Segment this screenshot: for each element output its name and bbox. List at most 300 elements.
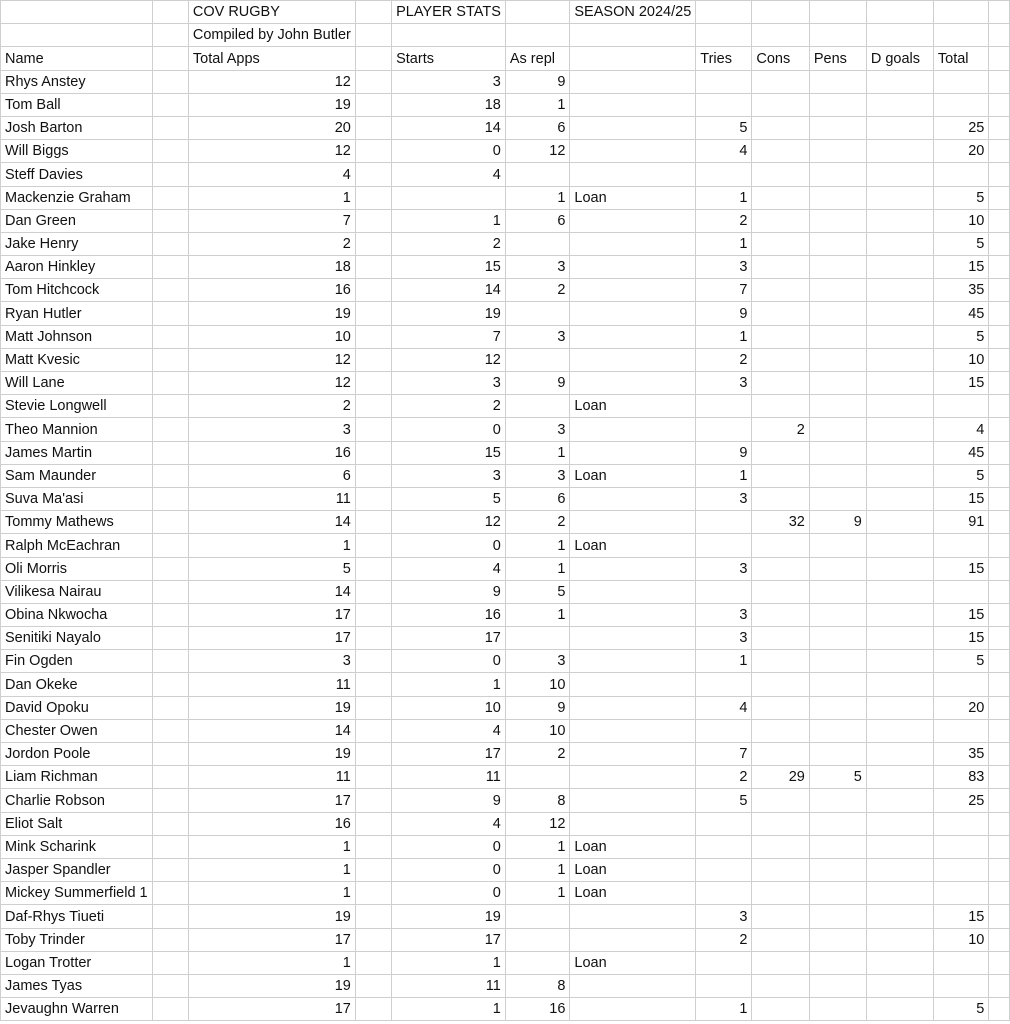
player-name[interactable]: Logan Trotter xyxy=(1,951,153,974)
player-name[interactable]: Senitiki Nayalo xyxy=(1,627,153,650)
d-goals-cell[interactable] xyxy=(866,743,933,766)
cell[interactable] xyxy=(989,743,1010,766)
cell[interactable] xyxy=(355,627,391,650)
d-goals-cell[interactable] xyxy=(866,511,933,534)
cell[interactable] xyxy=(355,557,391,580)
cell[interactable] xyxy=(392,24,506,47)
as-repl-cell[interactable] xyxy=(505,163,570,186)
d-goals-cell[interactable] xyxy=(866,858,933,881)
total-cell[interactable]: 45 xyxy=(933,441,988,464)
tries-cell[interactable]: 2 xyxy=(696,348,752,371)
cell[interactable] xyxy=(152,673,188,696)
cons-cell[interactable]: 29 xyxy=(752,766,809,789)
cell[interactable] xyxy=(355,974,391,997)
total-apps-cell[interactable]: 11 xyxy=(188,766,355,789)
total-apps-cell[interactable]: 2 xyxy=(188,395,355,418)
d-goals-cell[interactable] xyxy=(866,766,933,789)
cell[interactable] xyxy=(355,279,391,302)
cell[interactable] xyxy=(152,256,188,279)
cons-cell[interactable] xyxy=(752,696,809,719)
total-apps-cell[interactable]: 2 xyxy=(188,232,355,255)
pens-cell[interactable] xyxy=(809,487,866,510)
tries-cell[interactable] xyxy=(696,534,752,557)
as-repl-cell[interactable]: 3 xyxy=(505,256,570,279)
col-header-starts[interactable]: Starts xyxy=(392,47,506,70)
cell[interactable] xyxy=(989,186,1010,209)
player-name[interactable]: Mackenzie Graham xyxy=(1,186,153,209)
starts-cell[interactable]: 0 xyxy=(392,835,506,858)
total-cell[interactable]: 25 xyxy=(933,116,988,139)
cell[interactable] xyxy=(989,905,1010,928)
cell[interactable] xyxy=(989,928,1010,951)
cell[interactable] xyxy=(989,974,1010,997)
d-goals-cell[interactable] xyxy=(866,998,933,1021)
tries-cell[interactable]: 9 xyxy=(696,302,752,325)
total-apps-cell[interactable]: 19 xyxy=(188,696,355,719)
pens-cell[interactable] xyxy=(809,279,866,302)
cell[interactable] xyxy=(989,603,1010,626)
tries-cell[interactable] xyxy=(696,951,752,974)
pens-cell[interactable]: 9 xyxy=(809,511,866,534)
total-cell[interactable] xyxy=(933,951,988,974)
note-cell[interactable]: Loan xyxy=(570,395,696,418)
total-cell[interactable]: 5 xyxy=(933,232,988,255)
cons-cell[interactable] xyxy=(752,372,809,395)
note-cell[interactable] xyxy=(570,325,696,348)
cell[interactable] xyxy=(355,418,391,441)
cell[interactable] xyxy=(933,24,988,47)
cell[interactable] xyxy=(570,47,696,70)
note-cell[interactable]: Loan xyxy=(570,882,696,905)
cell[interactable] xyxy=(355,534,391,557)
note-cell[interactable] xyxy=(570,603,696,626)
col-header-pens[interactable]: Pens xyxy=(809,47,866,70)
starts-cell[interactable]: 11 xyxy=(392,974,506,997)
cell[interactable] xyxy=(989,441,1010,464)
cell[interactable] xyxy=(989,325,1010,348)
as-repl-cell[interactable]: 3 xyxy=(505,464,570,487)
cell[interactable] xyxy=(152,905,188,928)
starts-cell[interactable]: 9 xyxy=(392,580,506,603)
player-name[interactable]: Jake Henry xyxy=(1,232,153,255)
cons-cell[interactable] xyxy=(752,951,809,974)
note-cell[interactable]: Loan xyxy=(570,858,696,881)
note-cell[interactable]: Loan xyxy=(570,186,696,209)
total-cell[interactable] xyxy=(933,163,988,186)
total-cell[interactable]: 25 xyxy=(933,789,988,812)
total-cell[interactable]: 10 xyxy=(933,348,988,371)
total-apps-cell[interactable]: 18 xyxy=(188,256,355,279)
pens-cell[interactable] xyxy=(809,441,866,464)
note-cell[interactable] xyxy=(570,140,696,163)
cell[interactable] xyxy=(989,209,1010,232)
total-cell[interactable]: 5 xyxy=(933,464,988,487)
pens-cell[interactable] xyxy=(809,209,866,232)
as-repl-cell[interactable]: 12 xyxy=(505,140,570,163)
total-apps-cell[interactable]: 16 xyxy=(188,279,355,302)
player-name[interactable]: Stevie Longwell xyxy=(1,395,153,418)
player-name[interactable]: James Tyas xyxy=(1,974,153,997)
total-apps-cell[interactable]: 11 xyxy=(188,673,355,696)
cell[interactable] xyxy=(152,232,188,255)
as-repl-cell[interactable]: 1 xyxy=(505,534,570,557)
d-goals-cell[interactable] xyxy=(866,441,933,464)
pens-cell[interactable] xyxy=(809,673,866,696)
as-repl-cell[interactable]: 1 xyxy=(505,603,570,626)
as-repl-cell[interactable]: 6 xyxy=(505,487,570,510)
pens-cell[interactable] xyxy=(809,557,866,580)
d-goals-cell[interactable] xyxy=(866,905,933,928)
note-cell[interactable] xyxy=(570,974,696,997)
note-cell[interactable] xyxy=(570,163,696,186)
tries-cell[interactable]: 4 xyxy=(696,696,752,719)
cons-cell[interactable] xyxy=(752,70,809,93)
cell[interactable] xyxy=(752,1,809,24)
cons-cell[interactable] xyxy=(752,998,809,1021)
tries-cell[interactable]: 1 xyxy=(696,650,752,673)
pens-cell[interactable] xyxy=(809,998,866,1021)
cell[interactable] xyxy=(989,418,1010,441)
total-cell[interactable]: 45 xyxy=(933,302,988,325)
tries-cell[interactable] xyxy=(696,580,752,603)
as-repl-cell[interactable] xyxy=(505,928,570,951)
player-name[interactable]: Tom Ball xyxy=(1,93,153,116)
cons-cell[interactable] xyxy=(752,279,809,302)
tries-cell[interactable] xyxy=(696,882,752,905)
note-cell[interactable] xyxy=(570,209,696,232)
as-repl-cell[interactable]: 2 xyxy=(505,511,570,534)
pens-cell[interactable] xyxy=(809,256,866,279)
cell[interactable] xyxy=(152,650,188,673)
player-name[interactable]: Oli Morris xyxy=(1,557,153,580)
cell[interactable] xyxy=(989,835,1010,858)
starts-cell[interactable]: 19 xyxy=(392,302,506,325)
starts-cell[interactable]: 16 xyxy=(392,603,506,626)
cell[interactable] xyxy=(152,835,188,858)
tries-cell[interactable]: 2 xyxy=(696,766,752,789)
cell[interactable] xyxy=(989,673,1010,696)
cell[interactable] xyxy=(355,325,391,348)
cell[interactable] xyxy=(989,70,1010,93)
d-goals-cell[interactable] xyxy=(866,835,933,858)
cell[interactable] xyxy=(355,487,391,510)
cons-cell[interactable]: 32 xyxy=(752,511,809,534)
cons-cell[interactable] xyxy=(752,186,809,209)
total-apps-cell[interactable]: 12 xyxy=(188,140,355,163)
as-repl-cell[interactable]: 3 xyxy=(505,418,570,441)
cell[interactable] xyxy=(152,24,188,47)
cell[interactable] xyxy=(989,256,1010,279)
cell[interactable] xyxy=(355,719,391,742)
cell[interactable] xyxy=(152,348,188,371)
pens-cell[interactable] xyxy=(809,696,866,719)
player-name[interactable]: Aaron Hinkley xyxy=(1,256,153,279)
total-apps-cell[interactable]: 7 xyxy=(188,209,355,232)
cell[interactable] xyxy=(989,511,1010,534)
cell[interactable] xyxy=(989,348,1010,371)
player-name[interactable]: Ralph McEachran xyxy=(1,534,153,557)
player-name[interactable]: Eliot Salt xyxy=(1,812,153,835)
total-apps-cell[interactable]: 19 xyxy=(188,974,355,997)
note-cell[interactable] xyxy=(570,998,696,1021)
note-cell[interactable] xyxy=(570,487,696,510)
tries-cell[interactable]: 3 xyxy=(696,487,752,510)
cell[interactable] xyxy=(989,882,1010,905)
cons-cell[interactable] xyxy=(752,464,809,487)
club-title[interactable]: COV RUGBY xyxy=(188,1,355,24)
cell[interactable] xyxy=(355,372,391,395)
player-name[interactable]: Jasper Spandler xyxy=(1,858,153,881)
cell[interactable] xyxy=(696,1,752,24)
d-goals-cell[interactable] xyxy=(866,603,933,626)
cell[interactable] xyxy=(989,696,1010,719)
starts-cell[interactable]: 4 xyxy=(392,719,506,742)
pens-cell[interactable] xyxy=(809,905,866,928)
cell[interactable] xyxy=(989,951,1010,974)
d-goals-cell[interactable] xyxy=(866,812,933,835)
total-apps-cell[interactable]: 14 xyxy=(188,580,355,603)
cell[interactable] xyxy=(355,928,391,951)
pens-cell[interactable] xyxy=(809,93,866,116)
cell[interactable] xyxy=(152,93,188,116)
cons-cell[interactable] xyxy=(752,557,809,580)
total-cell[interactable] xyxy=(933,580,988,603)
tries-cell[interactable]: 1 xyxy=(696,464,752,487)
cell[interactable] xyxy=(152,325,188,348)
player-name[interactable]: Tommy Mathews xyxy=(1,511,153,534)
player-name[interactable]: Charlie Robson xyxy=(1,789,153,812)
player-name[interactable]: Tom Hitchcock xyxy=(1,279,153,302)
pens-cell[interactable] xyxy=(809,882,866,905)
cons-cell[interactable] xyxy=(752,395,809,418)
d-goals-cell[interactable] xyxy=(866,372,933,395)
pens-cell[interactable] xyxy=(809,372,866,395)
note-cell[interactable] xyxy=(570,650,696,673)
note-cell[interactable]: Loan xyxy=(570,835,696,858)
d-goals-cell[interactable] xyxy=(866,951,933,974)
player-name[interactable]: Dan Okeke xyxy=(1,673,153,696)
total-apps-cell[interactable]: 17 xyxy=(188,998,355,1021)
tries-cell[interactable] xyxy=(696,70,752,93)
total-cell[interactable] xyxy=(933,93,988,116)
starts-cell[interactable]: 4 xyxy=(392,163,506,186)
d-goals-cell[interactable] xyxy=(866,163,933,186)
cell[interactable] xyxy=(152,163,188,186)
d-goals-cell[interactable] xyxy=(866,882,933,905)
starts-cell[interactable]: 1 xyxy=(392,951,506,974)
as-repl-cell[interactable] xyxy=(505,951,570,974)
total-cell[interactable]: 15 xyxy=(933,487,988,510)
pens-cell[interactable] xyxy=(809,418,866,441)
note-cell[interactable] xyxy=(570,93,696,116)
cell[interactable] xyxy=(989,372,1010,395)
cell[interactable] xyxy=(152,603,188,626)
cons-cell[interactable] xyxy=(752,650,809,673)
pens-cell[interactable] xyxy=(809,951,866,974)
cell[interactable] xyxy=(989,464,1010,487)
pens-cell[interactable] xyxy=(809,70,866,93)
player-name[interactable]: Suva Ma'asi xyxy=(1,487,153,510)
d-goals-cell[interactable] xyxy=(866,534,933,557)
cell[interactable] xyxy=(355,835,391,858)
cell[interactable] xyxy=(989,140,1010,163)
d-goals-cell[interactable] xyxy=(866,348,933,371)
pens-cell[interactable] xyxy=(809,974,866,997)
pens-cell[interactable] xyxy=(809,719,866,742)
cell[interactable] xyxy=(1,24,153,47)
cell[interactable] xyxy=(989,93,1010,116)
total-cell[interactable]: 5 xyxy=(933,325,988,348)
cell[interactable] xyxy=(989,116,1010,139)
cell[interactable] xyxy=(989,766,1010,789)
col-header-total-apps[interactable]: Total Apps xyxy=(188,47,355,70)
player-name[interactable]: Chester Owen xyxy=(1,719,153,742)
as-repl-cell[interactable]: 1 xyxy=(505,882,570,905)
total-apps-cell[interactable]: 4 xyxy=(188,163,355,186)
cell[interactable] xyxy=(989,47,1010,70)
d-goals-cell[interactable] xyxy=(866,719,933,742)
total-cell[interactable]: 10 xyxy=(933,209,988,232)
tries-cell[interactable]: 4 xyxy=(696,140,752,163)
total-apps-cell[interactable]: 3 xyxy=(188,650,355,673)
as-repl-cell[interactable] xyxy=(505,302,570,325)
cell[interactable] xyxy=(355,464,391,487)
d-goals-cell[interactable] xyxy=(866,464,933,487)
cell[interactable] xyxy=(355,302,391,325)
note-cell[interactable] xyxy=(570,627,696,650)
cons-cell[interactable] xyxy=(752,905,809,928)
d-goals-cell[interactable] xyxy=(866,140,933,163)
total-apps-cell[interactable]: 16 xyxy=(188,812,355,835)
starts-cell[interactable]: 0 xyxy=(392,858,506,881)
cell[interactable] xyxy=(989,627,1010,650)
cell[interactable] xyxy=(355,93,391,116)
pens-cell[interactable] xyxy=(809,627,866,650)
pens-cell[interactable] xyxy=(809,348,866,371)
player-name[interactable]: Liam Richman xyxy=(1,766,153,789)
cell[interactable] xyxy=(989,487,1010,510)
cell[interactable] xyxy=(989,650,1010,673)
starts-cell[interactable]: 17 xyxy=(392,627,506,650)
total-apps-cell[interactable]: 11 xyxy=(188,487,355,510)
cell[interactable] xyxy=(989,998,1010,1021)
sheet-title[interactable]: PLAYER STATS xyxy=(392,1,506,24)
cons-cell[interactable] xyxy=(752,209,809,232)
total-apps-cell[interactable]: 1 xyxy=(188,882,355,905)
pens-cell[interactable] xyxy=(809,186,866,209)
cell[interactable] xyxy=(355,186,391,209)
pens-cell[interactable] xyxy=(809,395,866,418)
note-cell[interactable] xyxy=(570,372,696,395)
pens-cell[interactable] xyxy=(809,789,866,812)
starts-cell[interactable]: 1 xyxy=(392,998,506,1021)
total-apps-cell[interactable]: 14 xyxy=(188,719,355,742)
as-repl-cell[interactable]: 6 xyxy=(505,116,570,139)
as-repl-cell[interactable] xyxy=(505,905,570,928)
pens-cell[interactable] xyxy=(809,858,866,881)
cons-cell[interactable] xyxy=(752,441,809,464)
total-cell[interactable]: 91 xyxy=(933,511,988,534)
d-goals-cell[interactable] xyxy=(866,209,933,232)
cell[interactable] xyxy=(989,789,1010,812)
cell[interactable] xyxy=(355,70,391,93)
player-name[interactable]: Josh Barton xyxy=(1,116,153,139)
starts-cell[interactable]: 0 xyxy=(392,882,506,905)
tries-cell[interactable] xyxy=(696,511,752,534)
tries-cell[interactable] xyxy=(696,673,752,696)
total-apps-cell[interactable]: 12 xyxy=(188,70,355,93)
cell[interactable] xyxy=(355,256,391,279)
cell[interactable] xyxy=(152,1,188,24)
total-apps-cell[interactable]: 6 xyxy=(188,464,355,487)
pens-cell[interactable] xyxy=(809,835,866,858)
note-cell[interactable] xyxy=(570,789,696,812)
cell[interactable] xyxy=(355,858,391,881)
cell[interactable] xyxy=(989,24,1010,47)
total-apps-cell[interactable]: 17 xyxy=(188,603,355,626)
cons-cell[interactable] xyxy=(752,534,809,557)
as-repl-cell[interactable]: 1 xyxy=(505,557,570,580)
cons-cell[interactable] xyxy=(752,673,809,696)
note-cell[interactable]: Loan xyxy=(570,464,696,487)
cell[interactable] xyxy=(866,24,933,47)
season-title[interactable]: SEASON 2024/25 xyxy=(570,1,696,24)
player-name[interactable]: David Opoku xyxy=(1,696,153,719)
cell[interactable] xyxy=(152,719,188,742)
total-apps-cell[interactable]: 19 xyxy=(188,302,355,325)
pens-cell[interactable] xyxy=(809,302,866,325)
d-goals-cell[interactable] xyxy=(866,418,933,441)
cons-cell[interactable] xyxy=(752,974,809,997)
total-cell[interactable]: 20 xyxy=(933,140,988,163)
cons-cell[interactable] xyxy=(752,743,809,766)
starts-cell[interactable]: 0 xyxy=(392,140,506,163)
tries-cell[interactable]: 2 xyxy=(696,209,752,232)
cell[interactable] xyxy=(989,719,1010,742)
cell[interactable] xyxy=(570,24,696,47)
starts-cell[interactable]: 1 xyxy=(392,209,506,232)
starts-cell[interactable]: 17 xyxy=(392,928,506,951)
player-name[interactable]: Vilikesa Nairau xyxy=(1,580,153,603)
cell[interactable] xyxy=(152,140,188,163)
cell[interactable] xyxy=(152,858,188,881)
cell[interactable] xyxy=(355,812,391,835)
tries-cell[interactable] xyxy=(696,858,752,881)
starts-cell[interactable]: 3 xyxy=(392,464,506,487)
note-cell[interactable] xyxy=(570,766,696,789)
d-goals-cell[interactable] xyxy=(866,70,933,93)
cell[interactable] xyxy=(152,696,188,719)
cell[interactable] xyxy=(355,24,391,47)
compiled-by[interactable]: Compiled by John Butler xyxy=(188,24,355,47)
cell[interactable] xyxy=(355,116,391,139)
player-name[interactable]: Ryan Hutler xyxy=(1,302,153,325)
cell[interactable] xyxy=(355,951,391,974)
col-header-total[interactable]: Total xyxy=(933,47,988,70)
player-name[interactable]: Sam Maunder xyxy=(1,464,153,487)
starts-cell[interactable]: 3 xyxy=(392,70,506,93)
total-apps-cell[interactable]: 12 xyxy=(188,372,355,395)
starts-cell[interactable]: 0 xyxy=(392,650,506,673)
starts-cell[interactable]: 10 xyxy=(392,696,506,719)
tries-cell[interactable]: 1 xyxy=(696,998,752,1021)
note-cell[interactable] xyxy=(570,256,696,279)
as-repl-cell[interactable]: 6 xyxy=(505,209,570,232)
total-cell[interactable] xyxy=(933,719,988,742)
note-cell[interactable] xyxy=(570,302,696,325)
cell[interactable] xyxy=(355,395,391,418)
tries-cell[interactable]: 9 xyxy=(696,441,752,464)
